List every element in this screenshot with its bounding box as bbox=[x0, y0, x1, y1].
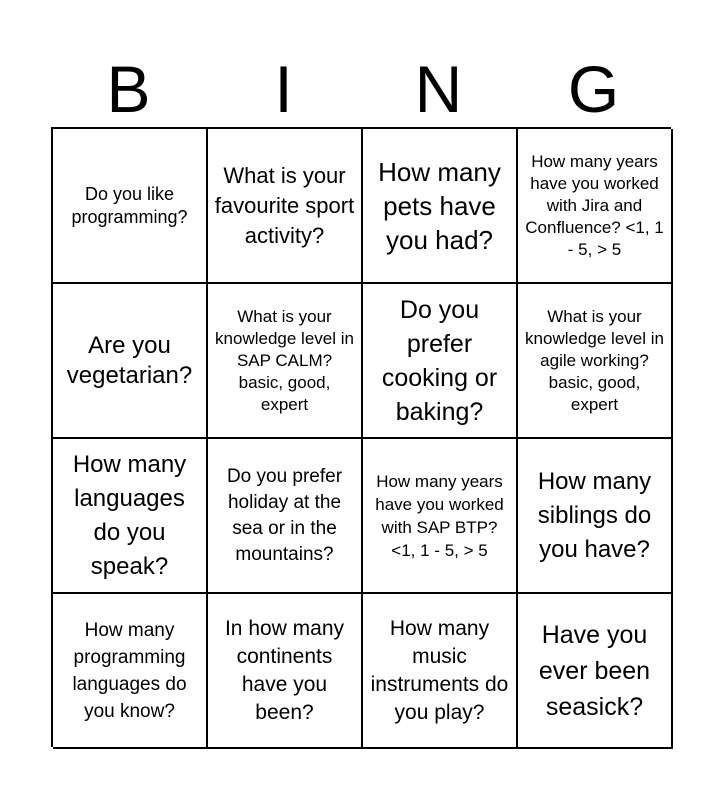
bingo-cell-6[interactable] bbox=[208, 284, 363, 439]
bingo-cell-text: Are you vegetarian? bbox=[66, 331, 193, 389]
bingo-cell-text: Have you ever been seasick? bbox=[538, 620, 651, 721]
bingo-grid bbox=[51, 127, 671, 747]
bingo-cell-13[interactable] bbox=[53, 594, 208, 749]
bingo-cell-text: What is your favourite sport activity? bbox=[214, 162, 355, 248]
bingo-cell-text: How many years have you worked with Jira and Confluence? <1, 1 - 5, > 5 bbox=[525, 151, 664, 259]
bingo-cell-text: Do you like programming? bbox=[71, 183, 188, 227]
bingo-cell-4[interactable] bbox=[518, 129, 673, 284]
bingo-cell-text: How many programming languages do you know? bbox=[72, 619, 187, 722]
bingo-cell-text: How many music instruments do you play? bbox=[370, 616, 509, 724]
bingo-cell-text: What is your knowledge level in agile working? basic, good, expert bbox=[525, 306, 664, 414]
bingo-cell-14[interactable] bbox=[208, 594, 363, 749]
bingo-cell-10[interactable] bbox=[208, 439, 363, 594]
bingo-cell-2[interactable] bbox=[208, 129, 363, 284]
bingo-cell-text: What is your knowledge level in SAP CALM? basic, good, expert bbox=[215, 306, 354, 414]
bingo-cell-5[interactable] bbox=[53, 284, 208, 439]
bingo-cell-text: Do you prefer cooking or baking? bbox=[381, 295, 498, 426]
bingo-cell-8[interactable] bbox=[518, 284, 673, 439]
bingo-cell-15[interactable] bbox=[363, 594, 518, 749]
header-letter-b: B bbox=[106, 52, 151, 126]
bingo-cell-text: How many languages do you speak? bbox=[72, 450, 187, 580]
bingo-cell-text: How many siblings do you have? bbox=[537, 467, 652, 563]
bingo-cell-text: Do you prefer holiday at the sea or in the mountains? bbox=[226, 465, 343, 565]
bingo-cell-1[interactable] bbox=[53, 129, 208, 284]
bingo-cell-text: How many years have you worked with SAP BTP? <1, 1 - 5, > 5 bbox=[375, 471, 504, 560]
bingo-header bbox=[51, 50, 671, 128]
bingo-cell-text: In how many continents have you been? bbox=[224, 616, 345, 724]
bingo-cell-9[interactable] bbox=[53, 439, 208, 594]
bingo-cell-text: How many pets have you had? bbox=[378, 156, 501, 255]
header-letter-g: G bbox=[567, 52, 620, 126]
bingo-cell-3[interactable] bbox=[363, 129, 518, 284]
bingo-cell-11[interactable] bbox=[363, 439, 518, 594]
bingo-cell-7[interactable] bbox=[363, 284, 518, 439]
header-letter-i: I bbox=[274, 52, 293, 126]
bingo-cell-12[interactable] bbox=[518, 439, 673, 594]
header-letter-n: N bbox=[414, 52, 463, 126]
bingo-cell-16[interactable] bbox=[518, 594, 673, 749]
